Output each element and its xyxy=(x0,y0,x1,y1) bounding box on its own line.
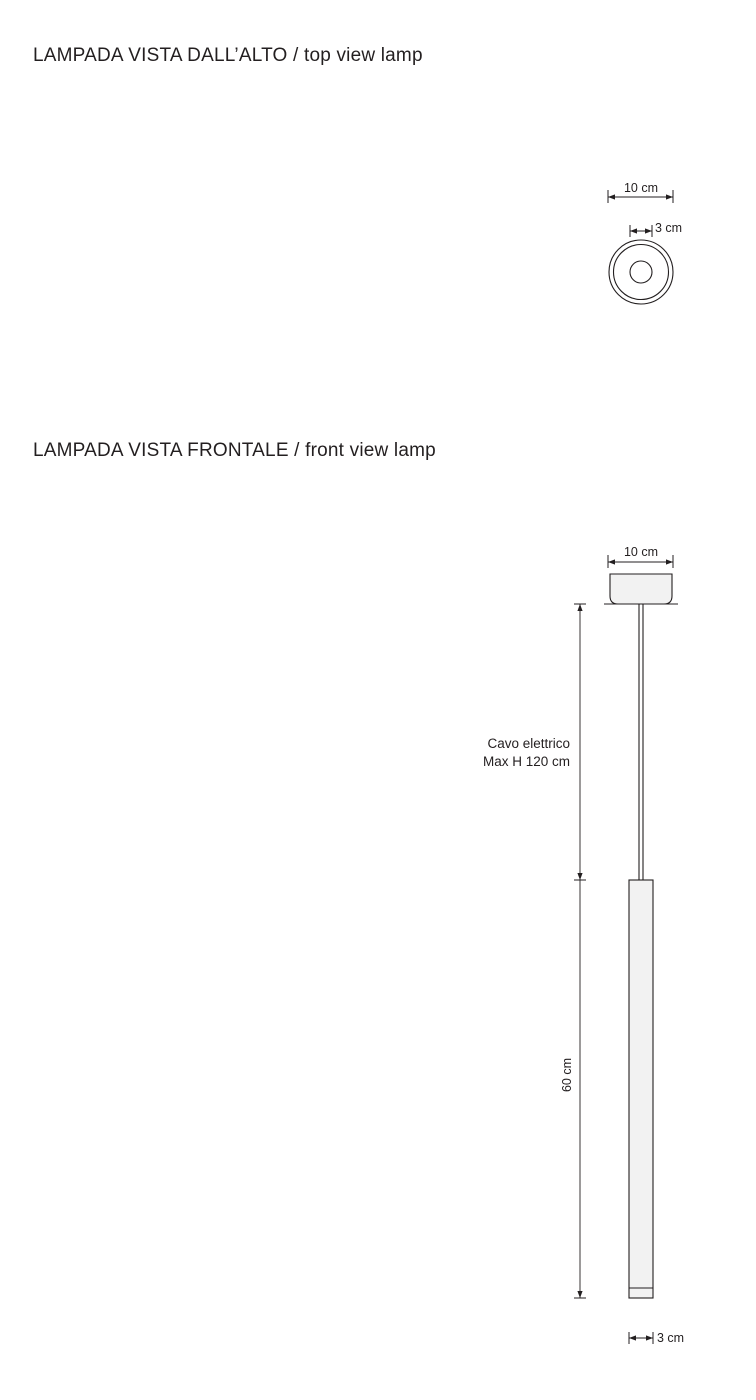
cable-note-line-2: Max H 120 cm xyxy=(482,754,570,769)
front-view-dim-3cm xyxy=(629,1332,653,1344)
front-view-label-3cm: 3 cm xyxy=(657,1331,685,1345)
front-view-cable-dimension xyxy=(574,604,586,880)
top-view-label-10cm: 10 cm xyxy=(623,181,659,195)
top-view-label-3cm: 3 cm xyxy=(655,221,683,235)
top-view-lamp-circles xyxy=(609,240,673,304)
front-view-lamp-body xyxy=(629,880,653,1298)
front-view-drawing xyxy=(574,555,678,1344)
cable-note-line-1: Cavo elettrico xyxy=(487,736,570,751)
section-title-top-view: LAMPADA VISTA DALL’ALTO / top view lamp xyxy=(33,45,423,66)
front-view-ceiling-rose xyxy=(604,574,678,604)
front-view-label-10cm: 10 cm xyxy=(623,545,659,559)
front-view-dim-60cm xyxy=(574,880,586,1298)
top-view-dim-3cm xyxy=(630,225,652,237)
front-view-cable xyxy=(639,604,643,880)
front-view-label-60cm: 60 cm xyxy=(560,1057,574,1093)
top-view-drawing xyxy=(608,190,673,304)
section-title-front-view: LAMPADA VISTA FRONTALE / front view lamp xyxy=(33,440,436,461)
